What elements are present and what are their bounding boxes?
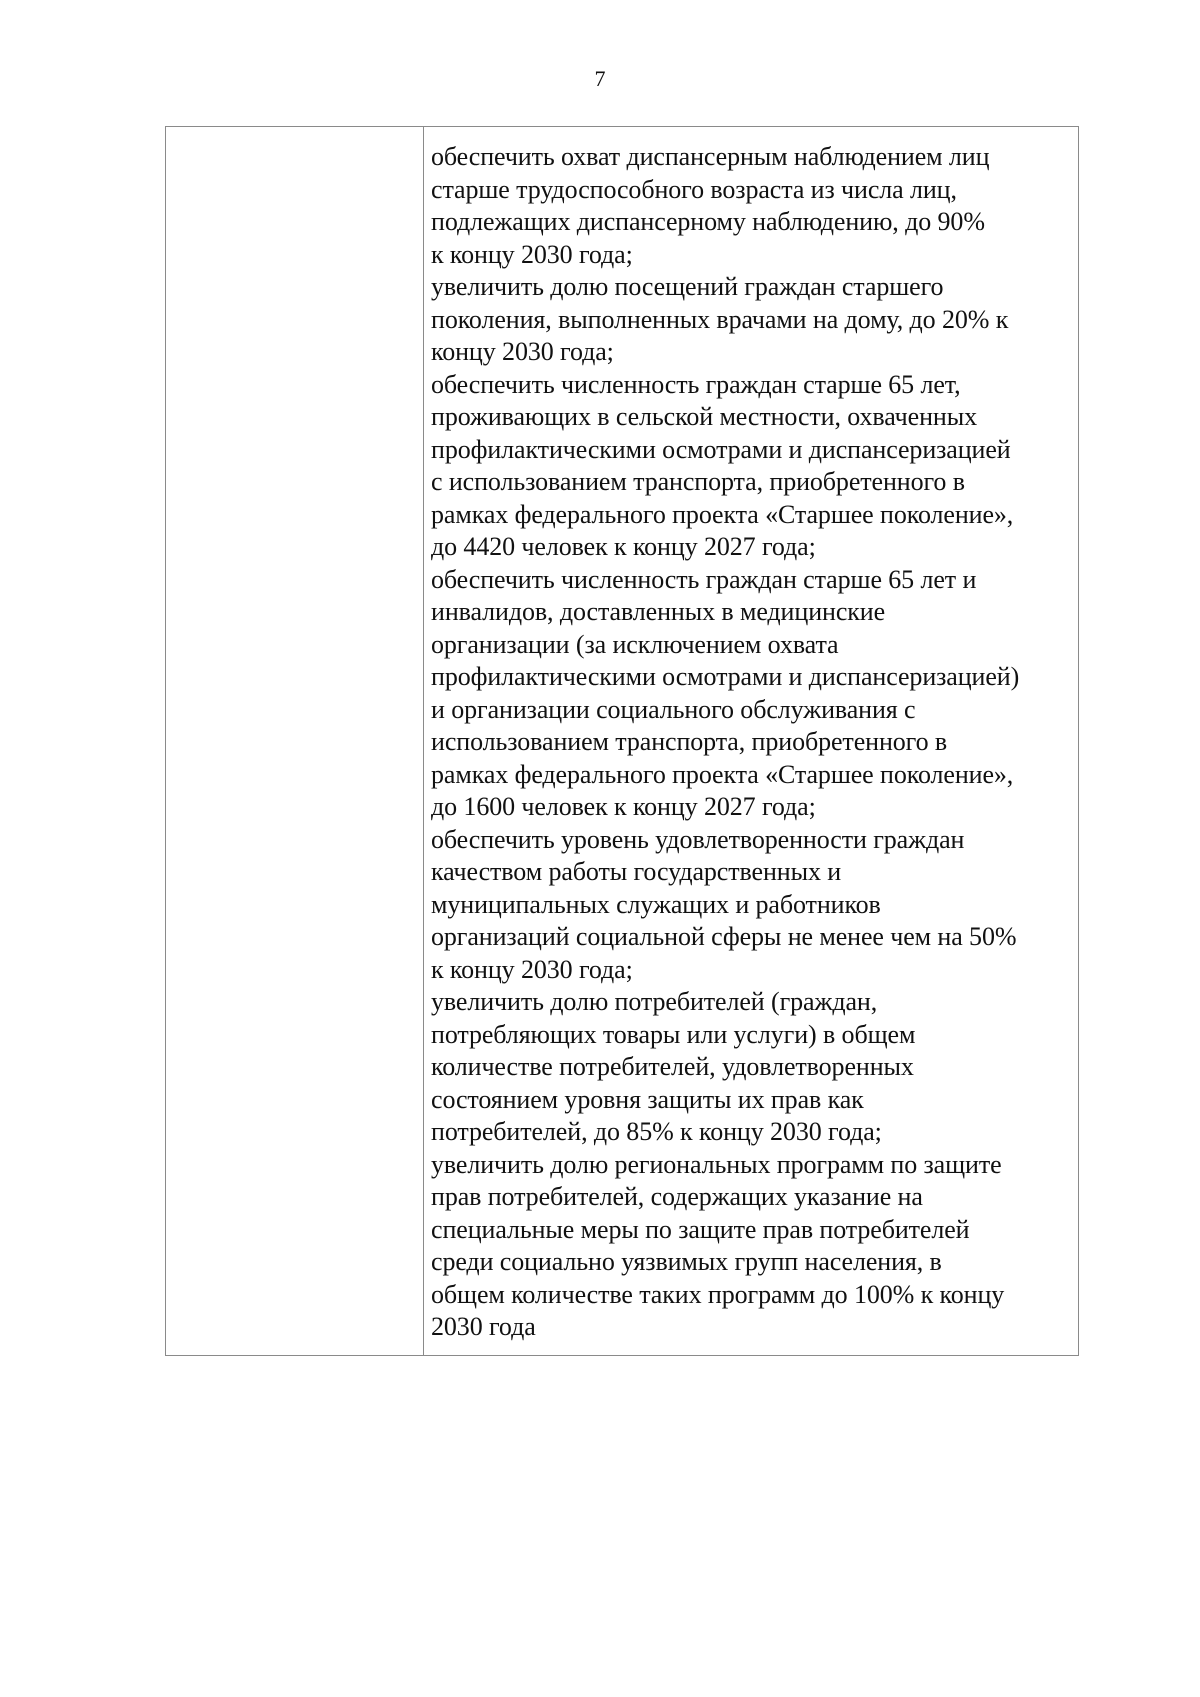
- text-line: количестве потребителей, удовлетворенных: [431, 1052, 914, 1081]
- text-line: обеспечить численность граждан старше 65 лет,: [431, 369, 961, 399]
- text-line: специальные меры по защите прав потребителей: [431, 1214, 970, 1244]
- text-line: организаций социальной сферы не менее чем на 50%: [431, 922, 1017, 951]
- text-line: муниципальных служащих и работников: [431, 889, 881, 919]
- page-number: 7: [594, 66, 606, 91]
- text-line: использованием транспорта, приобретенного в: [431, 727, 948, 756]
- text-line: рамках федерального проекта «Старшее поколение»,: [431, 759, 1014, 789]
- table-left-cell: [166, 127, 424, 1355]
- text-line: 2030 года: [431, 1312, 536, 1341]
- text-line: профилактическими осмотрами и диспансеризацией: [431, 434, 1011, 464]
- text-line: к концу 2030 года;: [431, 239, 633, 269]
- text-line: до 1600 человек к концу 2027 года;: [431, 792, 816, 821]
- document-table: [165, 126, 1079, 1356]
- text-line: качеством работы государственных и: [431, 857, 842, 886]
- text-line: и организации социального обслуживания с: [431, 694, 916, 724]
- text-line: среди социально уязвимых групп населения, в: [431, 1247, 942, 1276]
- table-right-cell: [424, 127, 1078, 1355]
- text-line: организации (за исключением охвата: [431, 629, 839, 659]
- text-line: потребляющих товары или услуги) в общем: [431, 1019, 916, 1049]
- text-line: инвалидов, доставленных в медицинские: [431, 597, 886, 626]
- text-line: к концу 2030 года;: [431, 954, 633, 984]
- text-line: потребителей, до 85% к концу 2030 года;: [431, 1117, 882, 1146]
- text-line: общем количестве таких программ до 100% к концу: [431, 1279, 1005, 1309]
- text-line: до 4420 человек к концу 2027 года;: [431, 532, 816, 561]
- text-line: состоянием уровня защиты их прав как: [431, 1084, 864, 1114]
- text-line: поколения, выполненных врачами на дому, до 20% к: [431, 304, 1009, 334]
- text-line: увеличить долю посещений граждан старшего: [431, 272, 944, 301]
- text-line: увеличить долю потребителей (граждан,: [431, 987, 878, 1016]
- text-line: концу 2030 года;: [431, 337, 614, 366]
- text-line: с использованием транспорта, приобретенного в: [431, 467, 965, 496]
- text-line: обеспечить уровень удовлетворенности граждан: [431, 824, 965, 854]
- text-line: старше трудоспособного возраста из числа лиц,: [431, 174, 957, 204]
- text-line: проживающих в сельской местности, охваченных: [431, 402, 977, 431]
- text-line: обеспечить охват диспансерным наблюдением лиц: [431, 142, 990, 171]
- text-line: прав потребителей, содержащих указание на: [431, 1182, 923, 1211]
- text-line: обеспечить численность граждан старше 65 лет и: [431, 564, 977, 594]
- text-line: подлежащих диспансерному наблюдению, до 90%: [431, 207, 985, 236]
- text-line: профилактическими осмотрами и диспансеризацией): [431, 662, 1020, 691]
- text-line: рамках федерального проекта «Старшее поколение»,: [431, 499, 1014, 529]
- text-line: увеличить долю региональных программ по защите: [431, 1149, 1002, 1179]
